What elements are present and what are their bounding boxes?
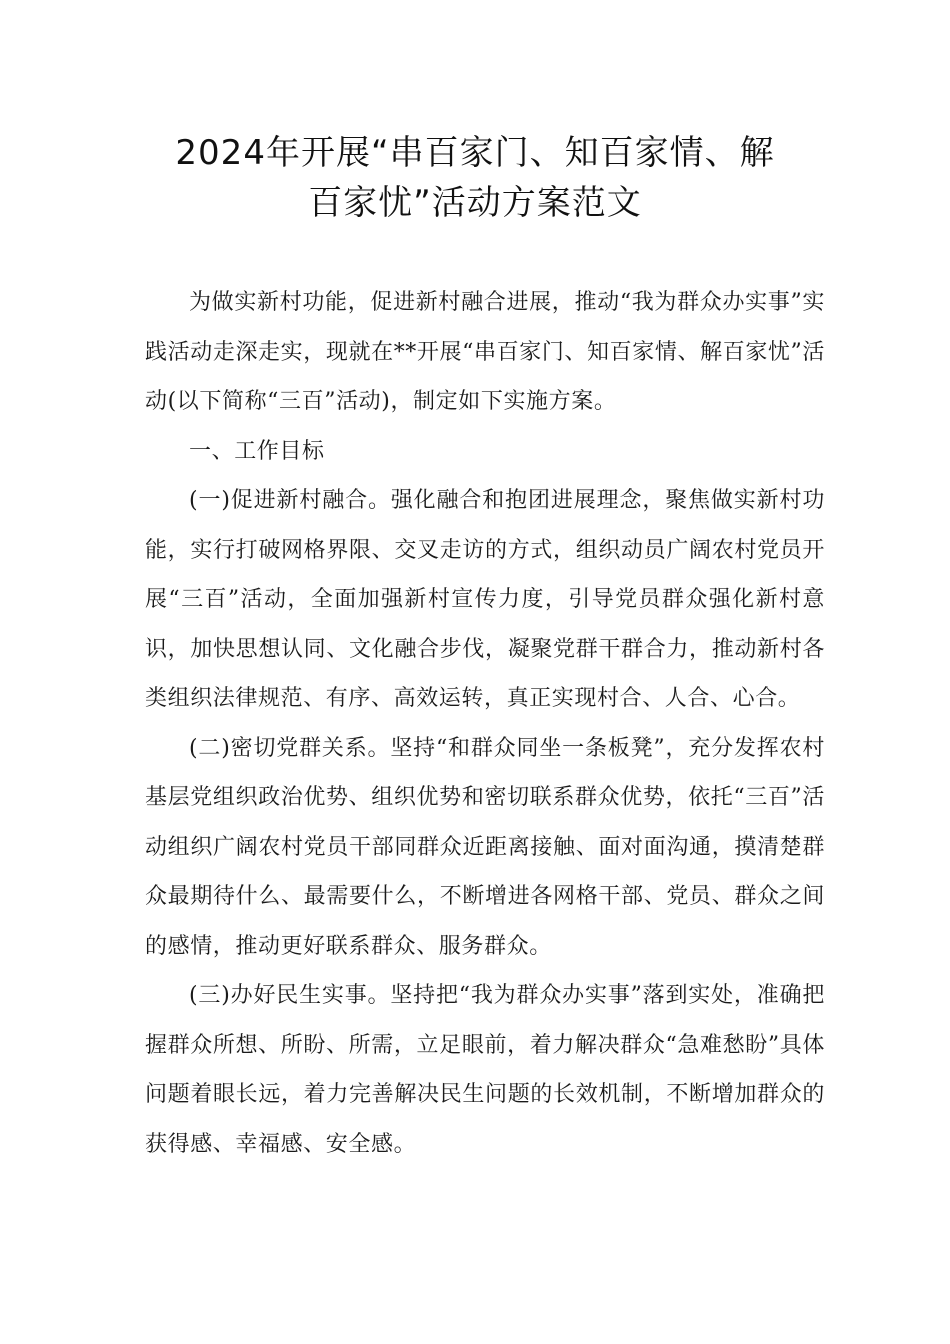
- section-heading-work-goals: 一、工作目标: [189, 438, 325, 464]
- intro-paragraph: 为做实新村功能，促进新村融合进展，推动“我为群众办实事”实践活动走深走实，现就在**开展“串百家门、知百家情、解百家忧”活动(以下简称“三百”活动)，制定如下实施方案。: [145, 290, 825, 414]
- paragraph-goal-3: (三)办好民生实事。坚持把“我为群众办实事”落到实处，准确把握群众所想、所盼、所需，立足眼前，着力解决群众“急难愁盼”具体问题着眼长远，着力完善解决民生问题的长效机制，不断增加群众的获得感、幸福感、安全感。: [145, 983, 825, 1157]
- paragraph-goal-2: (二)密切党群关系。坚持“和群众同坐一条板凳”，充分发挥农村基层党组织政治优势、组织优势和密切联系群众优势，依托“三百”活动组织广阔农村党员干部同群众近距离接触、面对面沟通，摸清楚群众最期待什么、最需要什么，不断增进各网格干部、党员、群众之间的感情，推动更好联系群众、服务群众。: [145, 735, 825, 959]
- document-title: [90, 128, 860, 228]
- title-line-1: 2024年开展“串百家门、知百家情、解: [175, 133, 775, 173]
- document-body: [145, 278, 825, 1169]
- paragraph-goal-1: (一)促进新村融合。强化融合和抱团进展理念，聚焦做实新村功能，实行打破网格界限、交叉走访的方式，组织动员广阔农村党员开展“三百”活动，全面加强新村宣传力度，引导党员群众强化新村意识，加快思想认同、文化融合步伐，凝聚党群干群合力，推动新村各类组织法律规范、有序、高效运转，真正实现村合、人合、心合。: [145, 488, 825, 711]
- title-line-2: 百家忧”活动方案范文: [308, 183, 642, 223]
